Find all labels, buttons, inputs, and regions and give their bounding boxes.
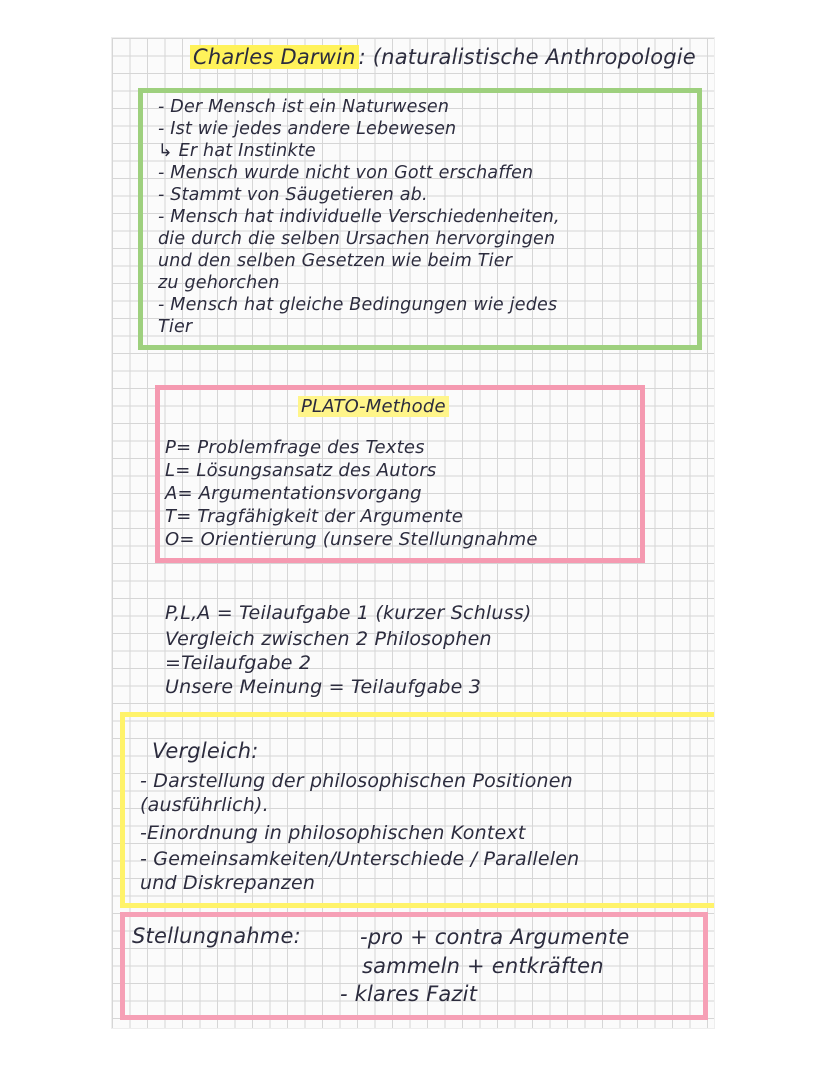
darwin-line: - Stammt von Säugetieren ab. xyxy=(158,185,428,205)
darwin-line: - Mensch hat gleiche Bedingungen wie jedes xyxy=(158,295,558,315)
darwin-line: Tier xyxy=(158,317,193,337)
plato-title xyxy=(298,396,449,418)
vergleich-line: (ausführlich). xyxy=(140,794,269,816)
darwin-line: die durch die selben Ursachen hervorgingen xyxy=(158,229,556,249)
stellungnahme-line: sammeln + entkräften xyxy=(362,954,604,978)
plato-line: O= Orientierung (unsere Stellungnahme xyxy=(165,529,538,550)
stellungnahme-label: Stellungnahme: xyxy=(132,924,301,948)
plato-line: P= Problemfrage des Textes xyxy=(165,437,425,458)
task-line: Vergleich zwischen 2 Philosophen xyxy=(165,628,492,650)
stellungnahme-line: -pro + contra Argumente xyxy=(360,925,630,949)
plato-title-highlight: PLATO-Methode xyxy=(298,396,449,417)
task-line: P,L,A = Teilaufgabe 1 (kurzer Schluss) xyxy=(165,602,532,624)
task-line: Unsere Meinung = Teilaufgabe 3 xyxy=(165,676,482,698)
vergleich-line: - Gemeinsamkeiten/Unterschiede / Parallelen xyxy=(140,848,580,870)
page-title xyxy=(190,46,696,68)
darwin-line: und den selben Gesetzen wie beim Tier xyxy=(158,251,513,271)
darwin-line: - Mensch wurde nicht von Gott erschaffen xyxy=(158,163,534,183)
darwin-line: - Mensch hat individuelle Verschiedenheiten, xyxy=(158,207,560,227)
plato-line: T= Tragfähigkeit der Argumente xyxy=(165,506,464,527)
darwin-line: - Ist wie jedes andere Lebewesen xyxy=(158,119,457,139)
plato-line: A= Argumentationsvorgang xyxy=(165,483,422,504)
plato-line: L= Lösungsansatz des Autors xyxy=(165,460,437,481)
vergleich-line: -Einordnung in philosophischen Kontext xyxy=(140,822,526,844)
darwin-line: zu gehorchen xyxy=(158,273,280,293)
title-highlight-name: Charles Darwin xyxy=(190,45,359,69)
vergleich-line: und Diskrepanzen xyxy=(140,872,316,894)
task-line: =Teilaufgabe 2 xyxy=(165,652,312,674)
vergleich-title: Vergleich: xyxy=(152,739,259,763)
darwin-line: - Der Mensch ist ein Naturwesen xyxy=(158,97,450,117)
stellungnahme-line: - klares Fazit xyxy=(340,982,478,1006)
vergleich-line: - Darstellung der philosophischen Positionen xyxy=(140,770,573,792)
darwin-line: ↳ Er hat Instinkte xyxy=(158,141,316,161)
title-subtitle: : (naturalistische Anthropologie xyxy=(358,45,696,69)
